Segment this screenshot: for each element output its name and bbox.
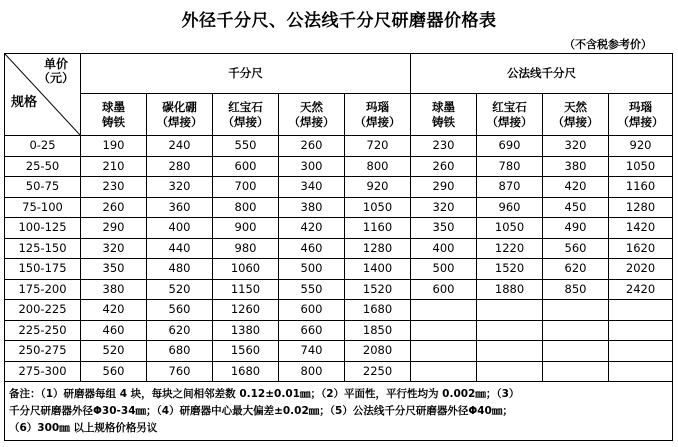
price-cell: 1420 xyxy=(609,218,673,239)
price-cell: 400 xyxy=(147,218,213,239)
table-row xyxy=(5,341,673,362)
remarks-line-3: （6）300㎜ 以上规格价格另议 xyxy=(9,421,158,434)
spec-cell: 125-150 xyxy=(5,238,81,259)
price-cell: 320 xyxy=(147,177,213,198)
spec-cell: 275-300 xyxy=(5,361,81,382)
price-cell: 380 xyxy=(543,156,609,177)
price-cell xyxy=(411,341,477,362)
price-cell: 400 xyxy=(411,238,477,259)
price-cell: 660 xyxy=(279,320,345,341)
price-cell: 260 xyxy=(411,156,477,177)
price-cell: 1050 xyxy=(345,197,411,218)
gear-micrometer-group-header: 公法线千分尺 xyxy=(411,54,673,94)
price-cell: 1280 xyxy=(609,197,673,218)
remarks-line-2: 千分尺研磨器外径Φ30-34㎜；（4）研磨器中心最大偏差±0.02㎜；（5）公法线千分尺研磨器外径Φ40㎜； xyxy=(9,404,513,417)
spec-cell: 0-25 xyxy=(5,136,81,157)
price-cell: 210 xyxy=(81,156,147,177)
price-cell: 380 xyxy=(279,197,345,218)
price-cell: 1680 xyxy=(345,300,411,321)
price-cell: 550 xyxy=(213,136,279,157)
price-cell: 800 xyxy=(279,361,345,382)
price-cell: 320 xyxy=(81,238,147,259)
price-cell: 440 xyxy=(147,238,213,259)
price-cell: 420 xyxy=(81,300,147,321)
price-cell: 1620 xyxy=(609,238,673,259)
price-cell: 490 xyxy=(543,218,609,239)
table-corner-header xyxy=(5,54,81,136)
price-cell: 760 xyxy=(147,361,213,382)
column-header: 碳化硼 （焊接） xyxy=(147,94,213,136)
spec-cell: 100-125 xyxy=(5,218,81,239)
price-cell: 300 xyxy=(279,156,345,177)
price-cell: 1280 xyxy=(345,238,411,259)
price-cell: 680 xyxy=(147,341,213,362)
price-cell: 620 xyxy=(543,259,609,280)
price-cell xyxy=(609,320,673,341)
price-cell: 260 xyxy=(81,197,147,218)
spec-cell: 50-75 xyxy=(5,177,81,198)
price-cell: 2420 xyxy=(609,279,673,300)
price-cell: 600 xyxy=(279,300,345,321)
price-cell: 560 xyxy=(543,238,609,259)
spec-cell: 250-275 xyxy=(5,341,81,362)
spec-cell: 75-100 xyxy=(5,197,81,218)
price-cell: 1850 xyxy=(345,320,411,341)
price-cell: 900 xyxy=(213,218,279,239)
price-cell: 450 xyxy=(543,197,609,218)
price-cell: 520 xyxy=(81,341,147,362)
price-cell: 480 xyxy=(147,259,213,280)
price-cell: 1560 xyxy=(213,341,279,362)
price-cell: 690 xyxy=(477,136,543,157)
spec-cell: 225-250 xyxy=(5,320,81,341)
price-cell: 1520 xyxy=(345,279,411,300)
price-cell: 1060 xyxy=(213,259,279,280)
price-cell: 290 xyxy=(81,218,147,239)
price-cell: 1260 xyxy=(213,300,279,321)
table-row xyxy=(5,300,673,321)
price-cell xyxy=(477,300,543,321)
column-header: 球墨 铸铁 xyxy=(81,94,147,136)
price-cell: 1050 xyxy=(609,156,673,177)
table-row xyxy=(5,197,673,218)
price-cell: 560 xyxy=(81,361,147,382)
price-cell: 500 xyxy=(411,259,477,280)
price-cell: 1220 xyxy=(477,238,543,259)
price-cell: 190 xyxy=(81,136,147,157)
price-cell: 920 xyxy=(609,136,673,157)
price-cell xyxy=(609,361,673,382)
price-cell: 500 xyxy=(279,259,345,280)
price-cell: 1680 xyxy=(213,361,279,382)
table-row xyxy=(5,156,673,177)
price-table xyxy=(4,53,673,441)
table-row xyxy=(5,136,673,157)
price-cell: 1160 xyxy=(345,218,411,239)
price-cell: 230 xyxy=(411,136,477,157)
price-cell: 2250 xyxy=(345,361,411,382)
micrometer-group-header: 千分尺 xyxy=(81,54,411,94)
price-cell: 1400 xyxy=(345,259,411,280)
price-cell xyxy=(477,320,543,341)
spec-cell: 175-200 xyxy=(5,279,81,300)
table-row xyxy=(5,177,673,198)
price-cell xyxy=(411,361,477,382)
column-header: 玛瑙 （焊接） xyxy=(345,94,411,136)
price-cell: 600 xyxy=(411,279,477,300)
price-cell: 920 xyxy=(345,177,411,198)
price-cell: 360 xyxy=(147,197,213,218)
price-cell xyxy=(411,300,477,321)
price-cell: 280 xyxy=(147,156,213,177)
column-header: 红宝石 （焊接） xyxy=(213,94,279,136)
spec-cell: 25-50 xyxy=(5,156,81,177)
spec-label: 规格 xyxy=(11,95,38,110)
price-cell: 850 xyxy=(543,279,609,300)
unit-price-label: 单价 （元） xyxy=(37,57,74,85)
price-cell: 260 xyxy=(279,136,345,157)
price-cell: 800 xyxy=(345,156,411,177)
price-cell: 740 xyxy=(279,341,345,362)
price-cell xyxy=(477,361,543,382)
spec-cell: 200-225 xyxy=(5,300,81,321)
remarks-line-1: 备注：（1）研磨器每组 4 块，每块之间相邻差数 0.12±0.01㎜；（2）平面性，平行性均为 0.002㎜；（3） xyxy=(9,387,520,400)
price-cell xyxy=(543,361,609,382)
price-cell xyxy=(543,341,609,362)
price-cell xyxy=(543,300,609,321)
price-cell: 240 xyxy=(147,136,213,157)
price-cell: 350 xyxy=(81,259,147,280)
table-row xyxy=(5,279,673,300)
tax-note: （不含税参考价） xyxy=(564,38,652,51)
price-cell xyxy=(609,341,673,362)
price-cell: 320 xyxy=(543,136,609,157)
column-header: 天然 （焊接） xyxy=(543,94,609,136)
price-cell: 460 xyxy=(81,320,147,341)
price-cell: 870 xyxy=(477,177,543,198)
price-cell xyxy=(411,320,477,341)
table-row xyxy=(5,320,673,341)
price-cell: 230 xyxy=(81,177,147,198)
price-cell: 980 xyxy=(213,238,279,259)
table-row xyxy=(5,218,673,239)
price-cell: 420 xyxy=(543,177,609,198)
price-cell: 320 xyxy=(411,197,477,218)
page-title: 外径千分尺、公法线千分尺研磨器价格表 xyxy=(181,11,497,31)
price-cell xyxy=(543,320,609,341)
column-header: 球墨 铸铁 xyxy=(411,94,477,136)
price-cell: 550 xyxy=(279,279,345,300)
table-row xyxy=(5,238,673,259)
price-cell: 720 xyxy=(345,136,411,157)
price-cell: 1050 xyxy=(477,218,543,239)
column-header: 红宝石 （焊接） xyxy=(477,94,543,136)
price-cell: 700 xyxy=(213,177,279,198)
price-cell: 520 xyxy=(147,279,213,300)
price-cell: 620 xyxy=(147,320,213,341)
price-cell: 960 xyxy=(477,197,543,218)
price-cell: 800 xyxy=(213,197,279,218)
price-cell: 420 xyxy=(279,218,345,239)
price-cell: 380 xyxy=(81,279,147,300)
price-cell xyxy=(477,341,543,362)
price-cell: 780 xyxy=(477,156,543,177)
price-cell: 560 xyxy=(147,300,213,321)
column-header: 玛瑙 （焊接） xyxy=(609,94,673,136)
price-cell: 1150 xyxy=(213,279,279,300)
table-row xyxy=(5,259,673,280)
price-cell: 290 xyxy=(411,177,477,198)
price-cell: 1380 xyxy=(213,320,279,341)
price-cell: 1880 xyxy=(477,279,543,300)
price-cell: 340 xyxy=(279,177,345,198)
price-cell: 1520 xyxy=(477,259,543,280)
table-row xyxy=(5,361,673,382)
price-cell: 600 xyxy=(213,156,279,177)
price-cell: 350 xyxy=(411,218,477,239)
column-header: 天然 （焊接） xyxy=(279,94,345,136)
price-cell: 2020 xyxy=(609,259,673,280)
price-cell: 2080 xyxy=(345,341,411,362)
price-cell: 460 xyxy=(279,238,345,259)
price-cell xyxy=(609,300,673,321)
spec-cell: 150-175 xyxy=(5,259,81,280)
remarks-cell xyxy=(5,382,673,441)
price-cell: 1160 xyxy=(609,177,673,198)
